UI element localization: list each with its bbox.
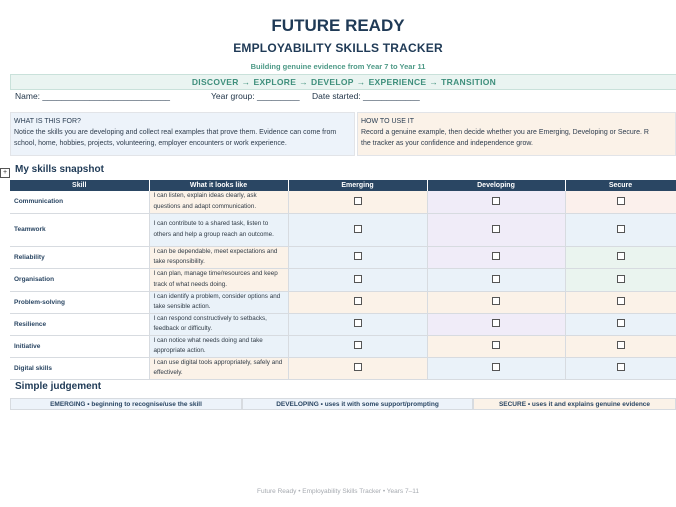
cell-developing — [427, 313, 565, 335]
stage-transition: TRANSITION — [441, 77, 497, 87]
skill-description: I can notice what needs doing and take appropriate action. — [149, 335, 288, 357]
table-row — [10, 313, 676, 335]
stage-develop: DEVELOP — [311, 77, 354, 87]
checkbox-secure[interactable] — [617, 252, 625, 260]
checkbox-emerging[interactable] — [354, 297, 362, 305]
header-secure: Secure — [565, 180, 676, 191]
table-row — [10, 213, 676, 246]
checkbox-secure[interactable] — [617, 297, 625, 305]
stage-discover: DISCOVER — [191, 77, 239, 87]
skill-name: Communication — [10, 191, 149, 213]
checkbox-emerging[interactable] — [354, 197, 362, 205]
stage-arrow: → — [241, 77, 251, 87]
cell-developing — [427, 191, 565, 213]
checkbox-emerging[interactable] — [354, 363, 362, 371]
table-row — [10, 291, 676, 313]
skill-name: Resilience — [10, 313, 149, 335]
name-field[interactable]: Name: ___________________________ — [15, 91, 171, 101]
cell-secure — [565, 213, 676, 246]
table-header-row — [10, 180, 676, 191]
header-developing: Developing — [427, 180, 565, 191]
cell-developing — [427, 335, 565, 357]
table-move-handle-icon[interactable]: + — [0, 168, 10, 178]
judgement-developing: DEVELOPING • uses it with some support/prompting — [242, 398, 473, 410]
table-row — [10, 357, 676, 379]
cell-developing — [427, 246, 565, 268]
page-subtitle: EMPLOYABILITY SKILLS TRACKER — [233, 41, 443, 55]
cell-secure — [565, 191, 676, 213]
checkbox-secure[interactable] — [617, 275, 625, 283]
skill-description: I can plan, manage time/resources and keep track of what needs doing. — [149, 268, 288, 291]
checkbox-developing[interactable] — [492, 197, 500, 205]
date-started-field[interactable]: Date started: ____________ — [312, 91, 420, 101]
cell-secure — [565, 313, 676, 335]
checkbox-emerging[interactable] — [354, 275, 362, 283]
checkbox-emerging[interactable] — [354, 319, 362, 327]
checkbox-secure[interactable] — [617, 197, 625, 205]
cell-emerging — [288, 268, 427, 291]
cell-secure — [565, 335, 676, 357]
skill-name: Digital skills — [10, 357, 149, 379]
skill-name: Teamwork — [10, 213, 149, 246]
snapshot-heading: My skills snapshot — [15, 164, 104, 175]
skill-description: I can respond constructively to setbacks, feedback or difficulty. — [149, 313, 288, 335]
year-group-field[interactable]: Year group: _________ — [211, 91, 300, 101]
info-what-is-this-for — [10, 112, 355, 156]
skill-name: Initiative — [10, 335, 149, 357]
cell-secure — [565, 268, 676, 291]
header-emerging: Emerging — [288, 180, 427, 191]
judgement-secure: SECURE • uses it and explains genuine evidence — [473, 398, 676, 410]
checkbox-emerging[interactable] — [354, 341, 362, 349]
judgement-key — [10, 398, 676, 410]
info-right-line-1: Record a genuine example, then decide whether you are Emerging, Developing or Secure. R — [361, 129, 649, 136]
skill-description: I can use digital tools appropriately, safely and effectively. — [149, 357, 288, 379]
checkbox-developing[interactable] — [492, 225, 500, 233]
stage-arrow: → — [299, 77, 309, 87]
info-left-heading: WHAT IS THIS FOR? — [14, 118, 81, 125]
checkbox-developing[interactable] — [492, 275, 500, 283]
stage-arrow: → — [356, 77, 366, 87]
judgement-emerging: EMERGING • beginning to recognise/use the skill — [10, 398, 242, 410]
header-skill: Skill — [10, 180, 149, 191]
tagline: Building genuine evidence from Year 7 to Year 11 — [250, 62, 426, 71]
cell-emerging — [288, 291, 427, 313]
page-footer: Future Ready • Employability Skills Tracker • Years 7–11 — [257, 488, 419, 495]
checkbox-secure[interactable] — [617, 319, 625, 327]
cell-developing — [427, 268, 565, 291]
page-title: FUTURE READY — [271, 16, 405, 35]
table-row — [10, 268, 676, 291]
stage-explore: EXPLORE — [253, 77, 297, 87]
info-right-heading: HOW TO USE IT — [361, 118, 415, 125]
checkbox-secure[interactable] — [617, 341, 625, 349]
judgement-heading: Simple judgement — [15, 381, 102, 392]
stage-arrow: → — [429, 77, 439, 87]
skill-name: Reliability — [10, 246, 149, 268]
skill-description: I can identify a problem, consider options and take sensible action. — [149, 291, 288, 313]
info-right-line-2: the tracker as your confidence and independence grow. — [361, 140, 534, 147]
cell-developing — [427, 357, 565, 379]
table-row — [10, 191, 676, 213]
stage-experience: EXPERIENCE — [368, 77, 427, 87]
cell-developing — [427, 291, 565, 313]
cell-emerging — [288, 335, 427, 357]
skill-name: Problem-solving — [10, 291, 149, 313]
skill-description: I can be dependable, meet expectations and take responsibility. — [149, 246, 288, 268]
stages-banner — [10, 74, 676, 90]
checkbox-secure[interactable] — [617, 225, 625, 233]
skill-description: I can contribute to a shared task, listen to others and help a group reach an outcome. — [149, 213, 288, 246]
checkbox-emerging[interactable] — [354, 225, 362, 233]
cell-secure — [565, 291, 676, 313]
info-how-to-use — [357, 112, 676, 156]
skill-description: I can listen, explain ideas clearly, ask questions and adapt communication. — [149, 191, 288, 213]
skill-name: Organisation — [10, 268, 149, 291]
info-left-body: Notice the skills you are developing and collect real examples that prove them. Evidence can come from school, home, hobbies, projects, volunteering, employer encounters or work experience. — [14, 129, 337, 147]
cell-emerging — [288, 191, 427, 213]
skills-table — [10, 180, 676, 380]
header-what-it-looks-like: What it looks like — [149, 180, 288, 191]
checkbox-developing[interactable] — [492, 363, 500, 371]
cell-emerging — [288, 213, 427, 246]
cell-emerging — [288, 313, 427, 335]
checkbox-developing[interactable] — [492, 341, 500, 349]
checkbox-developing[interactable] — [492, 252, 500, 260]
checkbox-secure[interactable] — [617, 363, 625, 371]
table-row — [10, 246, 676, 268]
table-row — [10, 335, 676, 357]
checkbox-emerging[interactable] — [354, 252, 362, 260]
cell-secure — [565, 357, 676, 379]
cell-emerging — [288, 357, 427, 379]
cell-developing — [427, 213, 565, 246]
cell-secure — [565, 246, 676, 268]
checkbox-developing[interactable] — [492, 297, 500, 305]
cell-emerging — [288, 246, 427, 268]
checkbox-developing[interactable] — [492, 319, 500, 327]
